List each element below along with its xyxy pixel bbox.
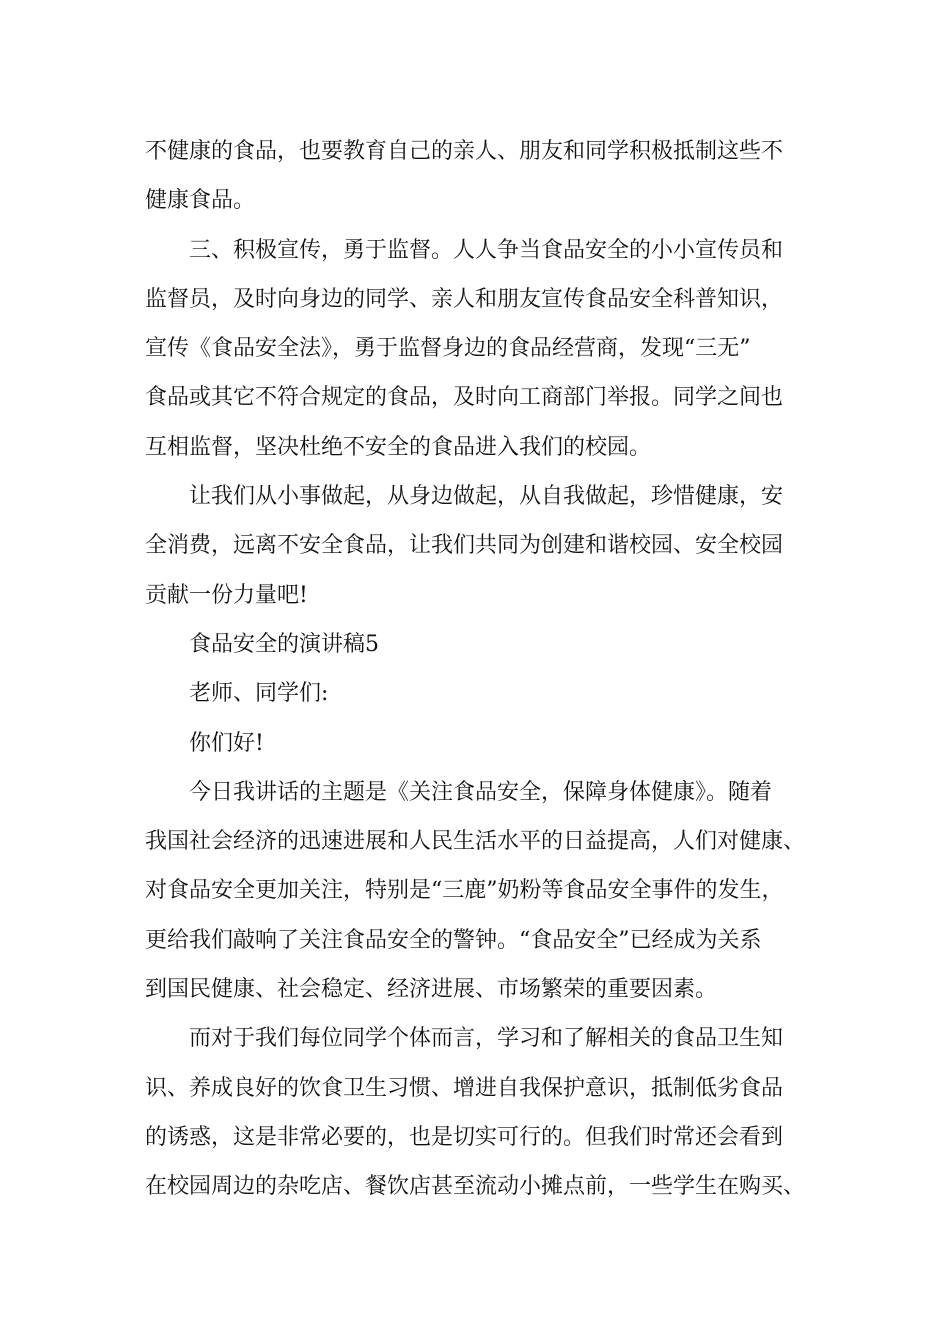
text-line: 不健康的食品，也要教育自己的亲人、朋友和同学积极抵制这些不 (145, 139, 784, 164)
text-line: 健康食品。 (145, 188, 256, 214)
text-line: 我国社会经济的迅速进展和人民生活水平的日益提高，人们对健康、 (145, 829, 806, 855)
section-heading: 食品安全的演讲稿5 (189, 631, 379, 657)
text-line: 今日我讲话的主题是《关注食品安全，保障身体健康》。随着 (189, 779, 773, 805)
text-line: 更给我们敲响了关注食品安全的警钟。“食品安全”已经成为关系 (145, 927, 762, 953)
text-line: 让我们从小事做起，从身边做起，从自我做起，珍惜健康，安 (189, 484, 784, 510)
text-line: 对食品安全更加关注，特别是“三鹿”奶粉等食品安全事件的发生， (145, 878, 784, 904)
text-line: 食品或其它不符合规定的食品，及时向工商部门举报。同学之间也 (145, 385, 784, 411)
text-line: 到国民健康、社会稳定、经济进展、市场繁荣的重要因素。 (145, 977, 718, 1003)
text-line: 互相监督，坚决杜绝不安全的食品进入我们的校园。 (145, 434, 652, 460)
document-body (145, 127, 825, 1212)
greeting: 你们好! (189, 730, 264, 756)
text-line: 贡献一份力量吧! (145, 582, 308, 608)
text-line: 在校园周边的杂吃店、餐饮店甚至流动小摊点前，一些学生在购买、 (145, 1174, 806, 1200)
text-line: 三、积极宣传，勇于监督。人人争当食品安全的小小宣传员和 (189, 237, 784, 263)
text-line: 的诱惑，这是非常必要的，也是切实可行的。但我们时常还会看到 (145, 1124, 784, 1150)
text-line: 而对于我们每位同学个体而言，学习和了解相关的食品卫生知 (189, 1026, 784, 1052)
text-line: 宣传《食品安全法》，勇于监督身边的食品经营商，发现“三无” (145, 336, 751, 362)
text-line: 监督员，及时向身边的同学、亲人和朋友宣传食品安全科普知识， (145, 286, 784, 312)
salutation: 老师、同学们: (189, 681, 329, 707)
text-line: 全消费，远离不安全食品，让我们共同为创建和谐校园、安全校园 (145, 533, 784, 559)
text-line: 识、养成良好的饮食卫生习惯、增进自我保护意识，抵制低劣食品 (145, 1075, 784, 1101)
